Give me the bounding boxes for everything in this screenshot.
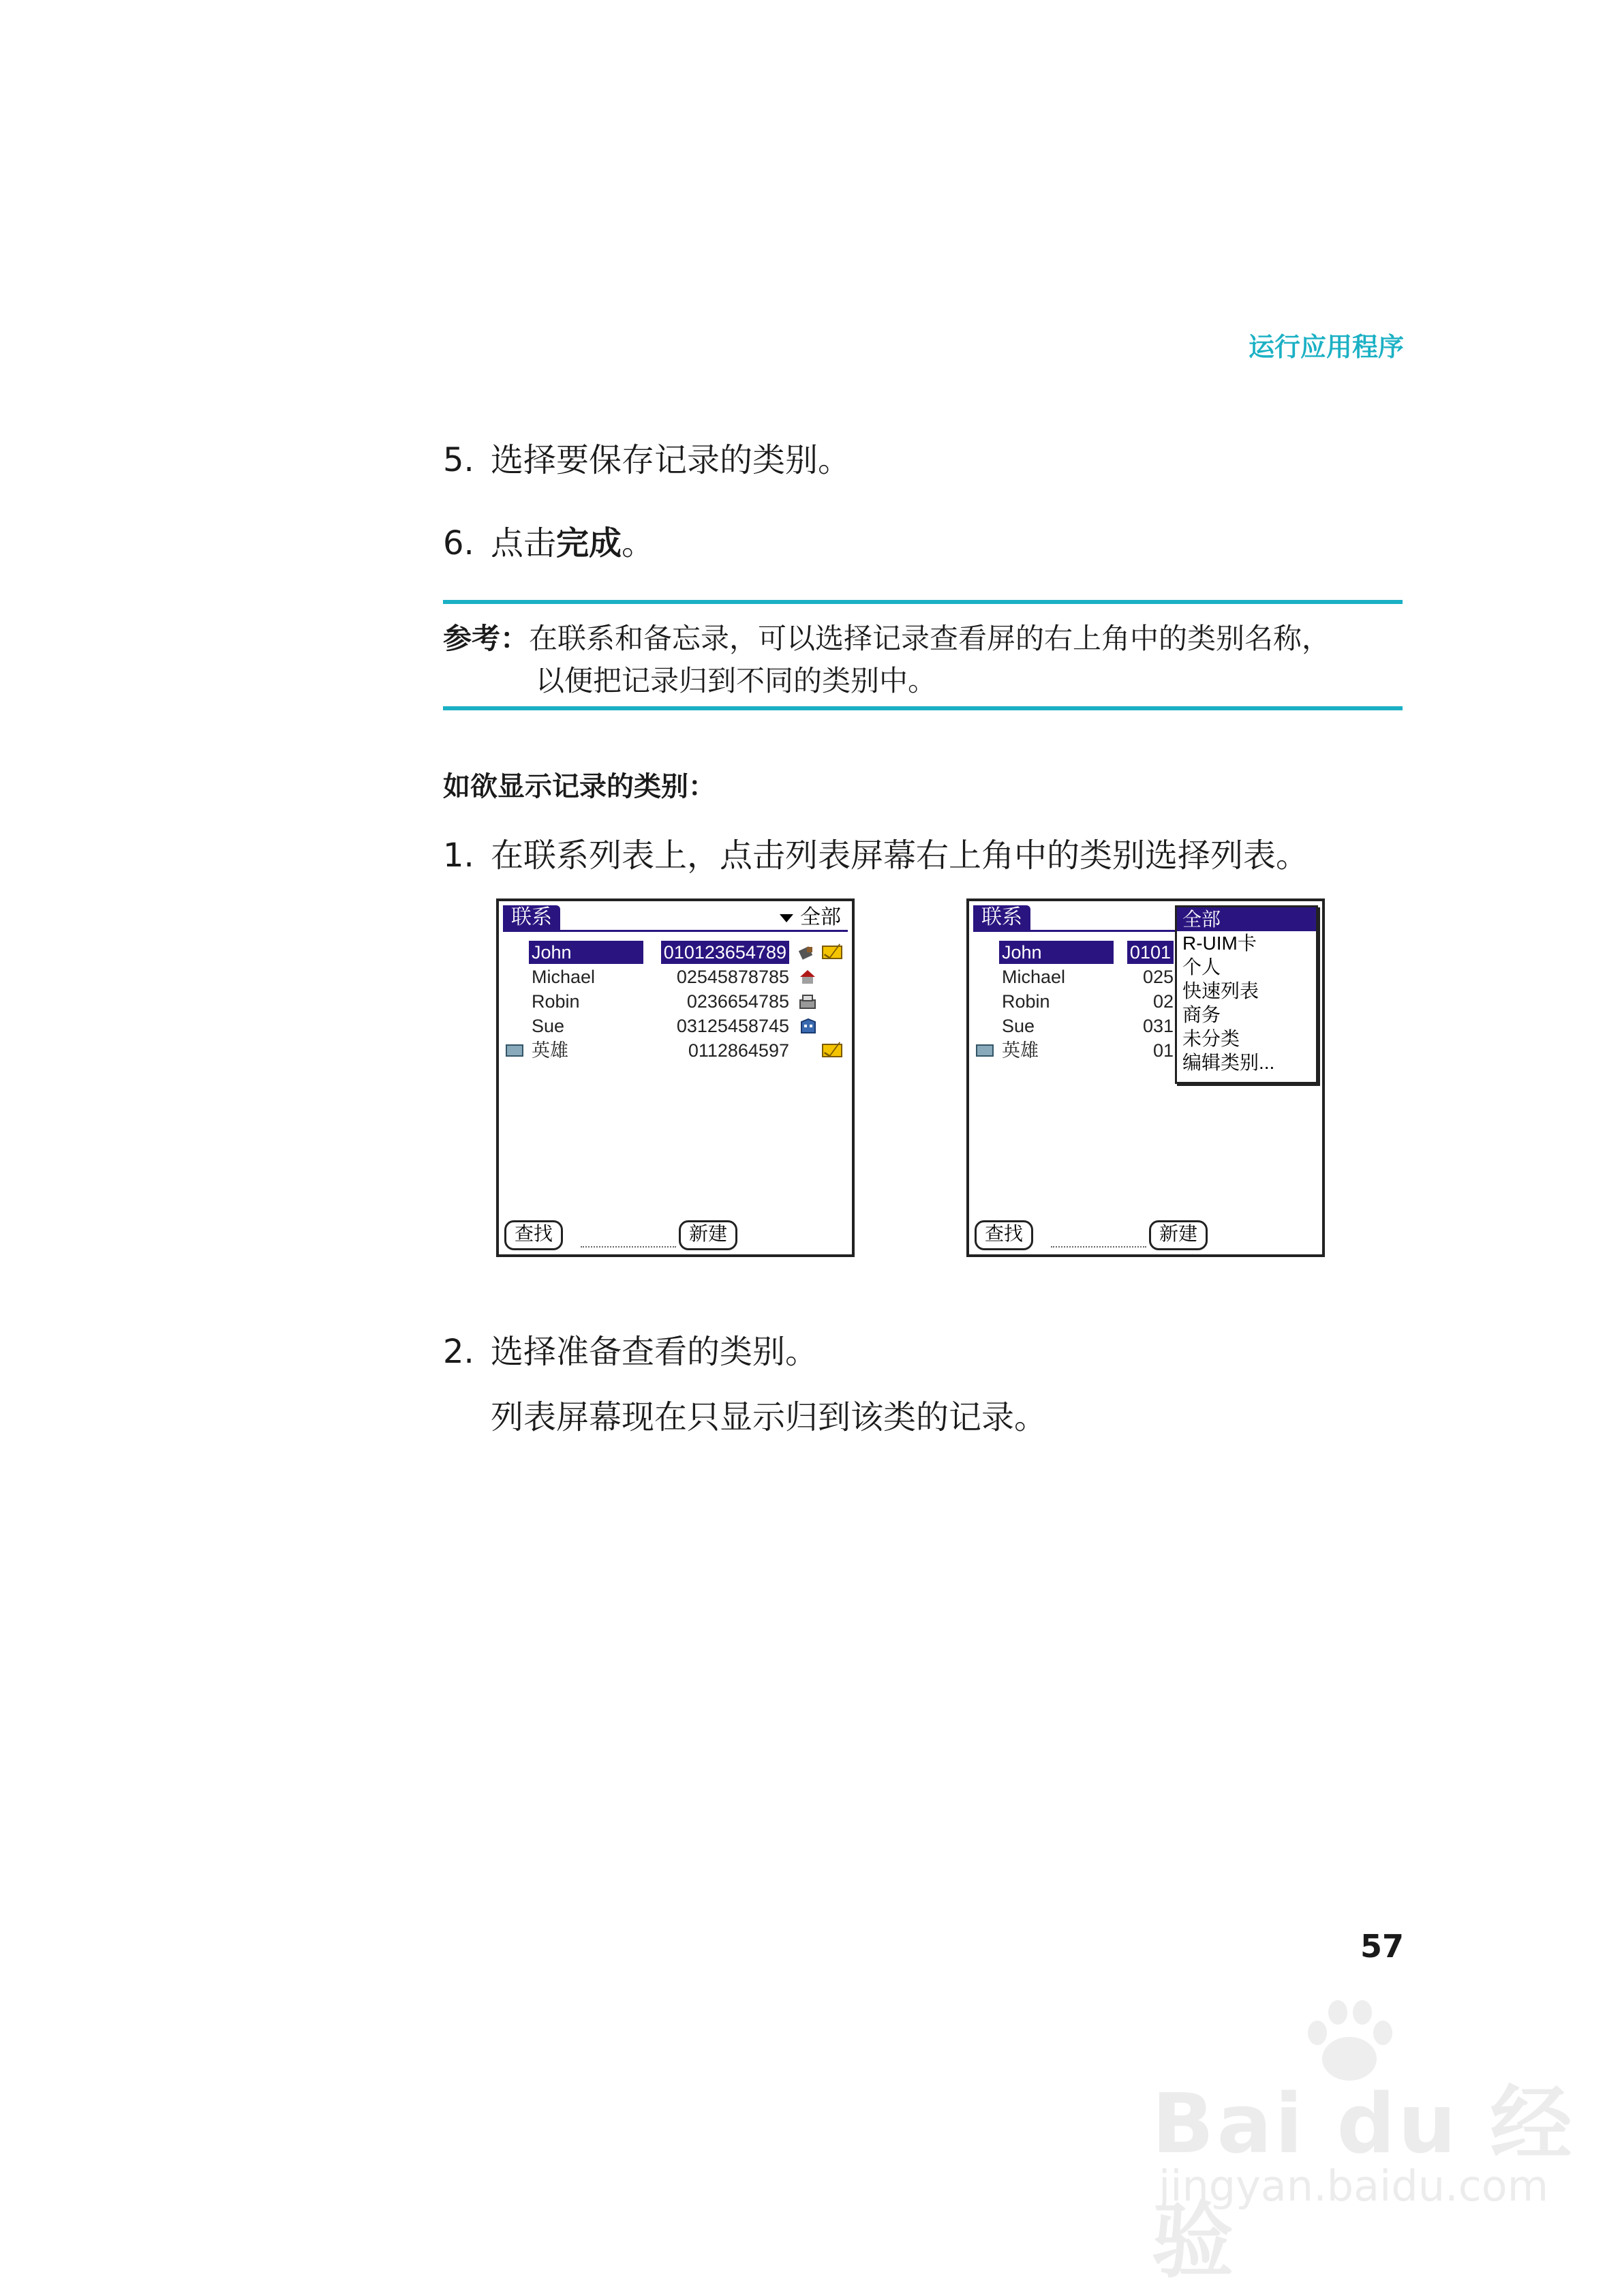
- contact-phone: 0236654785: [686, 991, 789, 1012]
- contact-name: Sue: [532, 1016, 565, 1036]
- fax-icon: [799, 993, 816, 1010]
- step-text-suffix: 。: [622, 524, 655, 562]
- mail-icon: [822, 946, 842, 959]
- watermark-url: jingyan.baidu.com: [1159, 2161, 1549, 2211]
- category-option[interactable]: 快速列表: [1182, 980, 1259, 1001]
- contact-row[interactable]: [499, 941, 852, 964]
- dotted-divider: [1051, 1246, 1146, 1248]
- title-bar: [503, 905, 848, 932]
- contact-phone: 0112864597: [688, 1040, 789, 1061]
- contact-name: Robin: [1002, 991, 1050, 1012]
- category-dropdown: [1175, 905, 1318, 1084]
- contacts-screen-left: [496, 898, 855, 1257]
- new-button[interactable]: 新建: [679, 1220, 737, 1250]
- step-number: 1.: [443, 836, 474, 875]
- category-option[interactable]: R-UIM卡: [1182, 933, 1257, 954]
- screen-title: 联系: [503, 905, 560, 930]
- contact-name: 英雄: [1002, 1040, 1039, 1061]
- contact-name: John: [529, 941, 643, 964]
- step-text: 选择准备查看的类别。: [491, 1333, 818, 1371]
- step-number: 6.: [443, 524, 474, 562]
- contact-phone: 02: [1152, 991, 1174, 1012]
- category-option[interactable]: 未分类: [1182, 1028, 1240, 1049]
- contact-row[interactable]: [499, 990, 852, 1013]
- step-2: [443, 1325, 818, 1372]
- office-icon: [799, 1018, 816, 1034]
- category-option[interactable]: 全部: [1177, 907, 1316, 931]
- subheading: 如欲显示记录的类别：: [443, 771, 716, 802]
- contact-phone: 0101: [1127, 941, 1174, 964]
- contact-phone: 03125458745: [676, 1016, 789, 1036]
- step-number: 5.: [443, 441, 474, 479]
- screen-title: 联系: [973, 905, 1030, 930]
- contact-name: John: [999, 941, 1114, 964]
- result-paragraph: 列表屏幕现在只显示归到该类的记录。: [491, 1398, 1047, 1436]
- category-option[interactable]: 个人: [1182, 956, 1221, 978]
- contact-phone: 02545878785: [676, 967, 789, 987]
- step-5: [443, 434, 851, 481]
- contact-row[interactable]: [499, 965, 852, 988]
- note-label: 参考：: [443, 622, 530, 655]
- business-card-icon: [976, 1044, 994, 1057]
- contact-name: Michael: [1002, 967, 1066, 987]
- contact-name: Sue: [1002, 1016, 1035, 1036]
- step-text-prefix: 点击: [491, 524, 557, 562]
- contact-phone: 01: [1152, 1040, 1174, 1061]
- contact-name: Robin: [532, 991, 580, 1012]
- section-title: 运行应用程序: [1248, 332, 1404, 362]
- note-top-rule: [443, 600, 1403, 604]
- contact-phone: 010123654789: [661, 941, 789, 964]
- note-line-1: 在联系和备忘录，可以选择记录查看屏的右上角中的类别名称，: [529, 622, 1331, 655]
- contact-row[interactable]: [499, 1039, 852, 1062]
- step-text: 选择要保存记录的类别。: [491, 441, 851, 479]
- phone-book-icon: [799, 944, 816, 961]
- mail-icon: [822, 1044, 842, 1057]
- watermark-logo: Bai du 经验: [1152, 2077, 1575, 2289]
- contact-phone: 031: [1142, 1016, 1174, 1036]
- contact-name: 英雄: [532, 1040, 568, 1061]
- dropdown-triangle-icon: [780, 914, 793, 922]
- step-bold-term: 完成: [556, 524, 622, 562]
- category-option[interactable]: 编辑类别...: [1182, 1052, 1275, 1073]
- step-6: [443, 517, 654, 564]
- category-selector[interactable]: [780, 905, 841, 930]
- dotted-divider: [581, 1246, 676, 1248]
- step-text: 在联系列表上，点击列表屏幕右上角中的类别选择列表。: [491, 836, 1309, 875]
- note-box: [443, 618, 1403, 702]
- note-line-2: 以便把记录归到不同的类别中。: [536, 664, 937, 697]
- find-button[interactable]: 查找: [504, 1220, 563, 1250]
- contact-row[interactable]: [499, 1014, 852, 1038]
- new-button[interactable]: 新建: [1149, 1220, 1208, 1250]
- page-number: 57: [1360, 1928, 1404, 1965]
- business-card-icon: [506, 1044, 523, 1057]
- contact-name: Michael: [532, 967, 596, 987]
- step-number: 2.: [443, 1333, 474, 1371]
- step-1: [443, 829, 1309, 876]
- find-button[interactable]: 查找: [975, 1220, 1033, 1250]
- category-option[interactable]: 商务: [1182, 1004, 1221, 1025]
- category-label: 全部: [800, 906, 841, 928]
- home-icon: [799, 969, 816, 985]
- contact-phone: 025: [1142, 967, 1174, 987]
- note-bottom-rule: [443, 706, 1403, 710]
- contacts-screen-right: [966, 898, 1325, 1257]
